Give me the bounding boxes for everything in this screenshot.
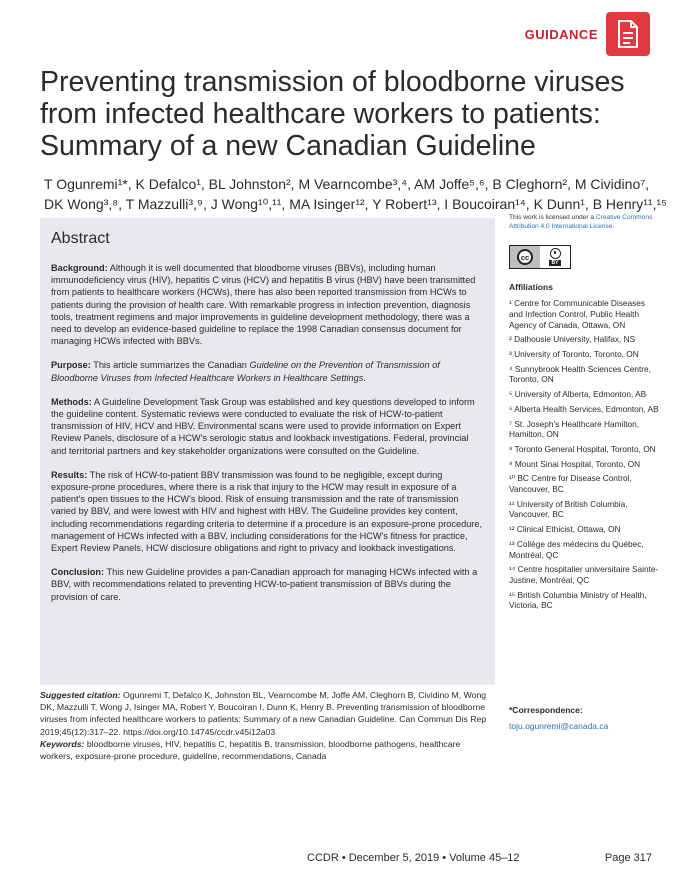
author-line: T Ogunremi¹*, K Defalco¹, BL Johnston², M Vearncombe³,⁴, AM Joffe⁵,⁶, B Cleghorn², M Cividino⁷,: [44, 176, 650, 192]
page-number: Page 317: [604, 852, 652, 864]
affiliation-item: ¹¹ University of British Columbia, Vancouver, BC: [509, 498, 628, 520]
affiliation-item: ³ University of Toronto, Toronto, ON: [509, 349, 639, 359]
license-text: This work is licensed under a: [509, 214, 596, 221]
paragraph-text: The risk of HCW-to-patient BBV transmission was found to be negligible, except during exposure-prone procedures, where there is a risk that injury to the HCW may result in exposure of a patient's open tissues to the HCW's blood. Risk of ensuing transmission and the rate of transmission varied by BBV, and were lowest with HIV and highest with HBV. The Guideline provides key content, including recommendations regarding criteria to determine if a procedure is an exposure-prone procedure, management of HCWs infected with a BBV, including considerations for the HCW's fitness for practice, Expert Review Panels, HCW disclosure obligations and right to privacy and lookback investigations.: [51, 469, 483, 554]
journal-footer: CCDR • December 5, 2019 • Volume 45–12: [307, 852, 520, 864]
paragraph-label: Background:: [51, 263, 108, 273]
title-line: Preventing transmission of bloodborne viruses: [40, 66, 625, 98]
affiliation-item: ¹⁴ Centre hospitalier universitaire Sainte-Justine, Montréal, QC: [509, 564, 659, 585]
affiliation-item: ¹⁵ British Columbia Ministry of Health, Victoria, BC: [509, 589, 647, 611]
title-line: from infected healthcare workers to patients:: [40, 98, 601, 130]
suggested-citation: [40, 689, 490, 762]
by-logo: [540, 246, 570, 268]
title-line: Summary of a new Canadian Guideline: [40, 130, 536, 162]
citation-text: Ogunremi T, Defalco K, Johnston BL, Vearncombe M, Joffe AM, Cleghorn B, Cividino M, Wong DK, Mazzulli T, Wong J, Isinger MA, Robert Y, Boucoiran I, Dunn K, Henry B. Preventing transmission of bloodborne viruses from infected healthcare workers to patients: Summary of a new Canadian Guideline. Can Commun Dis Rep 2019;45(12):317–22. https://doi.org/10.14745/ccdr.v45i12a03: [40, 690, 487, 737]
abstract-heading: Abstract: [51, 230, 110, 247]
correspondence: [509, 705, 659, 731]
affiliation-item: ⁵ University of Alberta, Edmonton, AB: [509, 389, 647, 400]
paragraph-label: Purpose:: [51, 360, 91, 371]
sidebar: [509, 214, 659, 615]
paragraph-label: Results:: [51, 469, 88, 480]
author-line: DK Wong³,⁸, T Mazzulli³,⁹, J Wong¹⁰,¹¹, MA Isinger¹², Y Robert¹³, I Boucoiran¹⁴, K Dunn¹, B Henry¹¹,¹⁵: [44, 196, 667, 212]
affiliation-item: ⁸ Toronto General Hospital, Toronto, ON: [509, 443, 656, 454]
cc-by-badge[interactable]: [509, 245, 571, 269]
paragraph-text: Although it is well documented that bloodborne viruses (BBVs), including human immunodeficiency virus (HIV), hepatitis C virus (HCV) and hepatitis B virus (HBV) have been transmitted from patients to healthcare workers (HCWs), there has also been reported transmission from HCWs to patients during the provision of health care. With remarkable progress in infection prevention, diagnosis tools, treatment regimens and major improvements in guideline development methodology, there was a need to develop an evidence-based guideline to replace the 1998 Canadian consensus document for managing HCWs infected with BBVs.: [51, 263, 476, 347]
paragraph-label: Methods:: [51, 396, 92, 407]
abstract-background: [51, 262, 485, 347]
author-list: [44, 174, 667, 214]
document-icon: [606, 12, 650, 56]
by-label: BY: [549, 260, 562, 266]
affiliation-item: ¹⁰ BC Centre for Disease Control, Vancouver, BC: [509, 473, 632, 495]
article-title: [40, 66, 640, 162]
correspondence-email-link[interactable]: toju.ogunremi@canada.ca: [509, 721, 609, 731]
keywords-label: Keywords:: [40, 738, 85, 749]
guideline-title: Guideline on the Prevention of Transmission of Bloodborne Viruses from Infected Healthcare Workers in Healthcare Settings: [51, 360, 440, 383]
paragraph-text: A Guideline Development Task Group was established and key questions developed to inform the guideline content. Systematic reviews were conducted to evaluate the risk of HCW-to-patient transmission of HIV, HCV and HBV. Environmental scans were used to provide information on Expert Review Panels, disclosure of a HCW's serologic status and lookback investigations. Federal, provincial and territorial partners and key stakeholder organizations were consulted on the Guideline.: [51, 396, 475, 456]
affiliation-item: ⁶ Alberta Health Services, Edmonton, AB: [509, 403, 659, 414]
keywords-text: bloodborne viruses, HIV, hepatitis C, hepatitis B, transmission, bloodborne pathogens, healthcare workers, exposure-prone procedure, guideline, recommendations, Canada: [40, 738, 461, 762]
affiliation-item: ⁹ Mount Sinai Hospital, Toronto, ON: [509, 458, 641, 469]
abstract-conclusion: [51, 566, 485, 603]
paragraph-text: This article summarizes the Canadian: [90, 360, 250, 371]
paragraph-label: Conclusion:: [51, 567, 105, 578]
paragraph-text-end: .: [363, 372, 366, 383]
abstract-purpose: [51, 359, 485, 383]
section-label: GUIDANCE: [524, 27, 598, 42]
affiliation-item: ² Dalhousie University, Halifax, NS: [509, 334, 636, 345]
cc-logo: [510, 246, 540, 268]
affiliation-item: ⁷ St. Joseph's Healthcare Hamilton, Hamilton, ON: [509, 418, 640, 440]
cc-icon: cc: [517, 249, 533, 265]
person-icon: [550, 248, 561, 259]
citation-label: Suggested citation:: [40, 690, 121, 700]
license-after: .: [612, 222, 615, 230]
correspondence-heading: *Correspondence:: [509, 705, 583, 715]
affiliation-item: ¹³ Collège des médecins du Québec, Montréal, QC: [509, 538, 644, 560]
affiliation-item: ¹ Centre for Communicable Diseases and Infection Control, Public Health Agency of Canada, Ottawa, ON: [509, 298, 646, 330]
abstract-box: [40, 218, 495, 685]
affiliation-item: ¹² Clinical Ethicist, Ottawa, ON: [509, 524, 621, 535]
abstract-results: [51, 469, 485, 554]
abstract-methods: [51, 396, 485, 457]
paragraph-text: This new Guideline provides a pan-Canadian approach for managing HCWs infected with a BBV, with recommendations related to preventing HCW-to-patient transmission of BBVs during the provision of care.: [51, 567, 478, 602]
license-link[interactable]: Creative Commons Attribution 4.0 International License: [509, 214, 653, 230]
license-notice: [509, 214, 659, 231]
affiliations-heading: Affiliations: [509, 282, 553, 293]
affiliation-item: ⁴ Sunnybrook Health Sciences Centre, Toronto, ON: [509, 363, 651, 385]
